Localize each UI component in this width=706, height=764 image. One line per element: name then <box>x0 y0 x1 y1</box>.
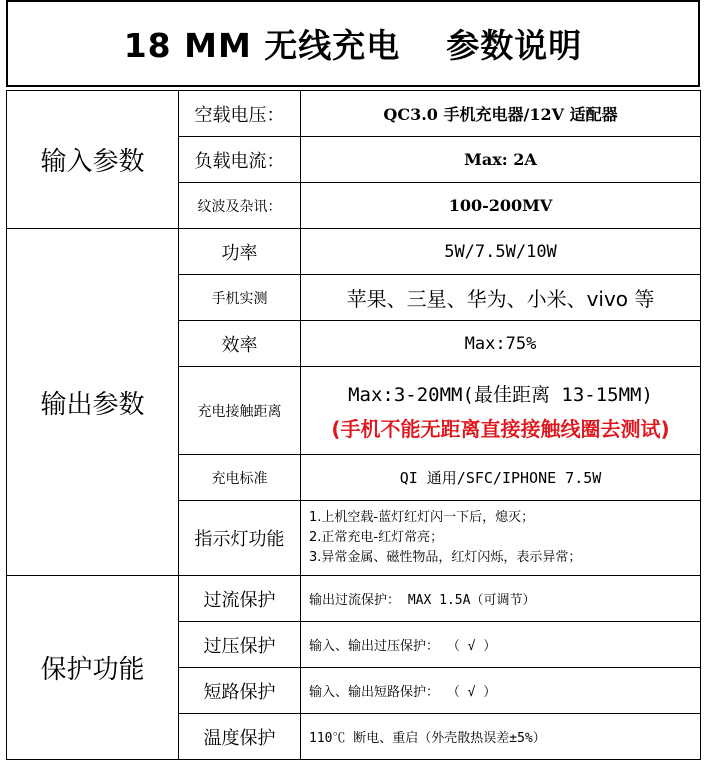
row-label: 手机实测 <box>179 275 301 321</box>
row-label: 负载电流： <box>179 137 301 183</box>
list-item: 3.异常金属、磁性物品，红灯闪烁，表示异常； <box>309 550 582 565</box>
title-sub: 参数说明 <box>446 26 583 65</box>
table-row <box>7 576 701 622</box>
list-item: 2.正常充电-红灯常亮； <box>309 530 444 545</box>
row-label: 充电标准 <box>179 455 301 501</box>
row-value: 110℃ 断电、重启（外壳散热误差±5%） <box>301 714 701 760</box>
row-label: 过压保护 <box>179 622 301 668</box>
row-label: 功率 <box>179 229 301 275</box>
indicator-list <box>301 501 701 576</box>
section-output-name: 输出参数 <box>7 229 179 576</box>
distance-value: Max:3-20MM(最佳距离 13-15MM) <box>348 383 653 406</box>
row-label: 过流保护 <box>179 576 301 622</box>
spec-table <box>6 90 701 760</box>
row-value: Max:75% <box>301 321 701 367</box>
row-value: QI 通用/SFC/IPHONE 7.5W <box>301 455 701 501</box>
row-value <box>301 367 701 455</box>
row-label: 空载电压： <box>179 91 301 137</box>
section-protection-name: 保护功能 <box>7 576 179 760</box>
row-value: 苹果、三星、华为、小米、vivo 等 <box>301 275 701 321</box>
table-row <box>7 229 701 275</box>
row-value: 输入、输出短路保护： （ √ ） <box>301 668 701 714</box>
row-value: 输出过流保护： MAX 1.5A（可调节） <box>301 576 701 622</box>
row-label: 纹波及杂讯： <box>179 183 301 229</box>
row-value: 5W/7.5W/10W <box>301 229 701 275</box>
title-main: 18 MM 无线充电 <box>123 26 401 65</box>
row-value: 输入、输出过压保护： （ √ ） <box>301 622 701 668</box>
document-title <box>6 0 700 87</box>
warning-text: (手机不能无距离直接接触线圈去测试) <box>331 416 670 441</box>
row-value: Max: 2A <box>301 137 701 183</box>
row-label: 指示灯功能 <box>179 501 301 576</box>
row-label: 温度保护 <box>179 714 301 760</box>
row-label: 充电接触距离 <box>179 367 301 455</box>
section-input-name: 输入参数 <box>7 91 179 229</box>
row-label: 效率 <box>179 321 301 367</box>
list-item: 1.上机空载-蓝灯红灯闪一下后，熄灭； <box>309 510 535 525</box>
row-value: QC3.0 手机充电器/12V 适配器 <box>301 91 701 137</box>
row-value: 100-200MV <box>301 183 701 229</box>
table-row <box>7 91 701 137</box>
row-label: 短路保护 <box>179 668 301 714</box>
